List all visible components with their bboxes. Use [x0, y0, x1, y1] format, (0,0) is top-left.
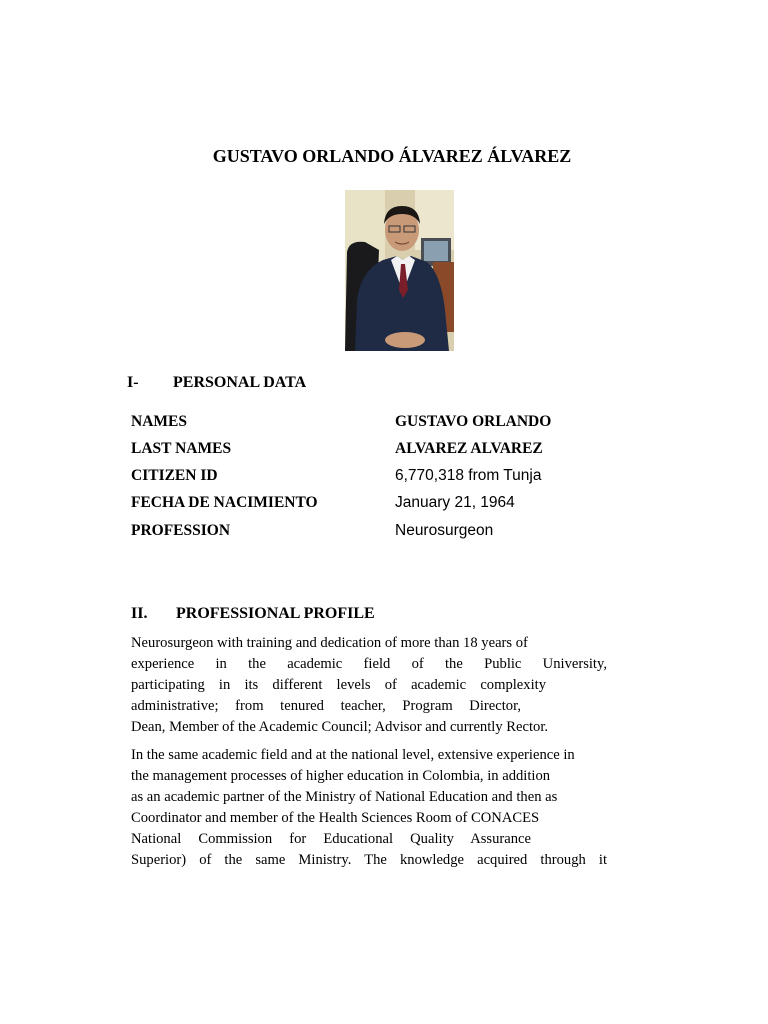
paragraph-line	[131, 829, 531, 850]
section-heading-personal-data	[127, 374, 306, 392]
profile-paragraph-2	[131, 745, 607, 871]
field-value: ALVAREZ ALVAREZ	[395, 440, 543, 457]
data-row-citizen-id	[131, 467, 611, 491]
paragraph-line-text: administrative; from tenured teacher, Program Director,	[131, 698, 521, 714]
paragraph-line: Neurosurgeon with training and dedication of more than 18 years of	[131, 635, 528, 651]
section-number: I-	[127, 374, 139, 391]
profile-paragraph-1	[131, 633, 607, 738]
data-row-profession	[131, 522, 611, 546]
paragraph-line: Dean, Member of the Academic Council; Advisor and currently Rector.	[131, 719, 549, 735]
field-label: PROFESSION	[131, 522, 231, 539]
paragraph-line: the management processes of higher education in Colombia, in addition	[131, 768, 551, 784]
paragraph-line-text: National Commission for Educational Quality Assurance	[131, 831, 531, 847]
field-value: January 21, 1964	[395, 494, 515, 511]
paragraph-line: Superior) of the same Ministry. The knowledge acquired through it	[131, 852, 607, 868]
field-label: LAST NAMES	[131, 440, 232, 457]
data-row-names	[131, 413, 611, 437]
paragraph-line	[131, 675, 546, 696]
paragraph-line: as an academic partner of the Ministry of National Education and then as	[131, 789, 558, 805]
field-value: Neurosurgeon	[395, 522, 494, 539]
field-value: GUSTAVO ORLANDO	[395, 413, 552, 430]
paragraph-line: In the same academic field and at the national level, extensive experience in	[131, 747, 575, 763]
data-row-birth-date	[131, 494, 611, 518]
data-row-last-names	[131, 440, 611, 464]
paragraph-line: experience in the academic field of the Public University,	[131, 656, 607, 672]
field-label: NAMES	[131, 413, 187, 430]
paragraph-line	[131, 696, 521, 717]
section-title: PERSONAL DATA	[173, 374, 307, 391]
paragraph-line-text: participating in its different levels of academic complexity	[131, 677, 546, 693]
section-number: II.	[131, 605, 148, 622]
portrait-photo	[345, 190, 454, 351]
section-title: PROFESSIONAL PROFILE	[176, 605, 375, 622]
paragraph-line: Coordinator and member of the Health Sciences Room of CONACES	[131, 810, 540, 826]
field-label: FECHA DE NACIMIENTO	[131, 494, 318, 511]
field-value: 6,770,318 from Tunja	[395, 467, 542, 484]
field-label: CITIZEN ID	[131, 467, 218, 484]
section-heading-professional-profile	[131, 605, 375, 623]
document-title: GUSTAVO ORLANDO ÁLVAREZ ÁLVAREZ	[212, 146, 572, 166]
portrait-image	[345, 190, 454, 351]
